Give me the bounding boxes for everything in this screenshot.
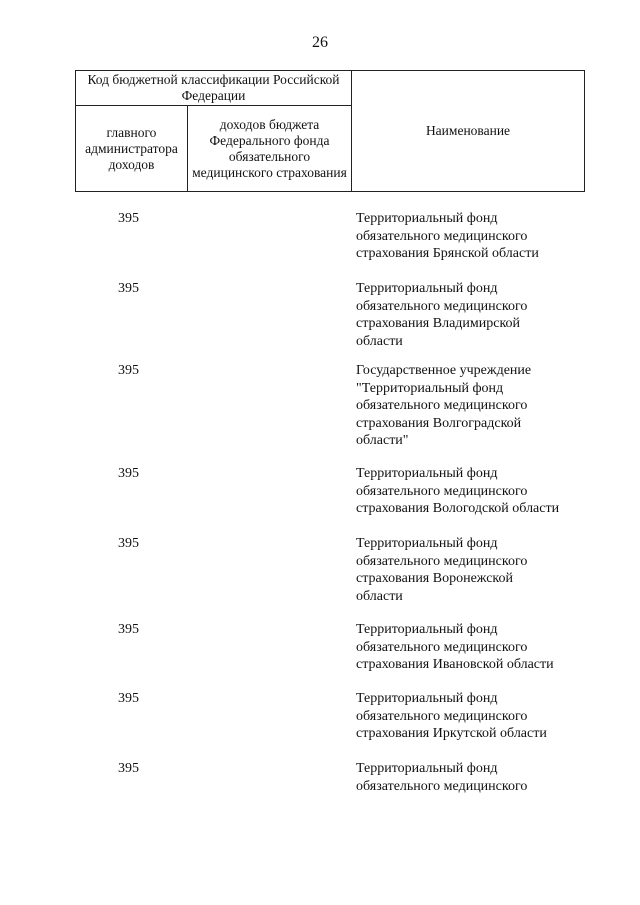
fund-name: Территориальный фонд обязательного медицинского <box>356 761 528 794</box>
header-chief-administrator: главного администратора доходов <box>76 106 188 192</box>
fund-name: Территориальный фонд обязательного медицинского страхования Владимирской области <box>356 281 528 349</box>
admin-code: 395 <box>118 536 139 551</box>
fund-name: Территориальный фонд обязательного медицинского страхования Ивановской области <box>356 622 554 672</box>
header-fund-income: доходов бюджета Федерального фонда обязательного медицинского страхования <box>188 106 352 192</box>
fund-name: Государственное учреждение "Территориальный фонд обязательного медицинского страхования Волгоградской области" <box>356 363 532 448</box>
table-header <box>75 70 585 192</box>
admin-code: 395 <box>118 761 139 776</box>
admin-code: 395 <box>118 691 139 706</box>
admin-code: 395 <box>118 281 139 296</box>
page-number: 26 <box>312 34 328 51</box>
admin-code: 395 <box>118 622 139 637</box>
fund-name: Территориальный фонд обязательного медицинского страхования Брянской области <box>356 211 539 261</box>
admin-code: 395 <box>118 211 139 226</box>
fund-name: Территориальный фонд обязательного медицинского страхования Иркутской области <box>356 691 547 741</box>
header-name: Наименование <box>425 123 511 138</box>
header-budget-classification-code: Код бюджетной классификации Российской Федерации <box>76 71 352 106</box>
fund-name: Территориальный фонд обязательного медицинского страхования Воронежской области <box>356 536 528 604</box>
admin-code: 395 <box>118 466 139 481</box>
admin-code: 395 <box>118 363 139 378</box>
fund-name: Территориальный фонд обязательного медицинского страхования Вологодской области <box>356 466 560 516</box>
